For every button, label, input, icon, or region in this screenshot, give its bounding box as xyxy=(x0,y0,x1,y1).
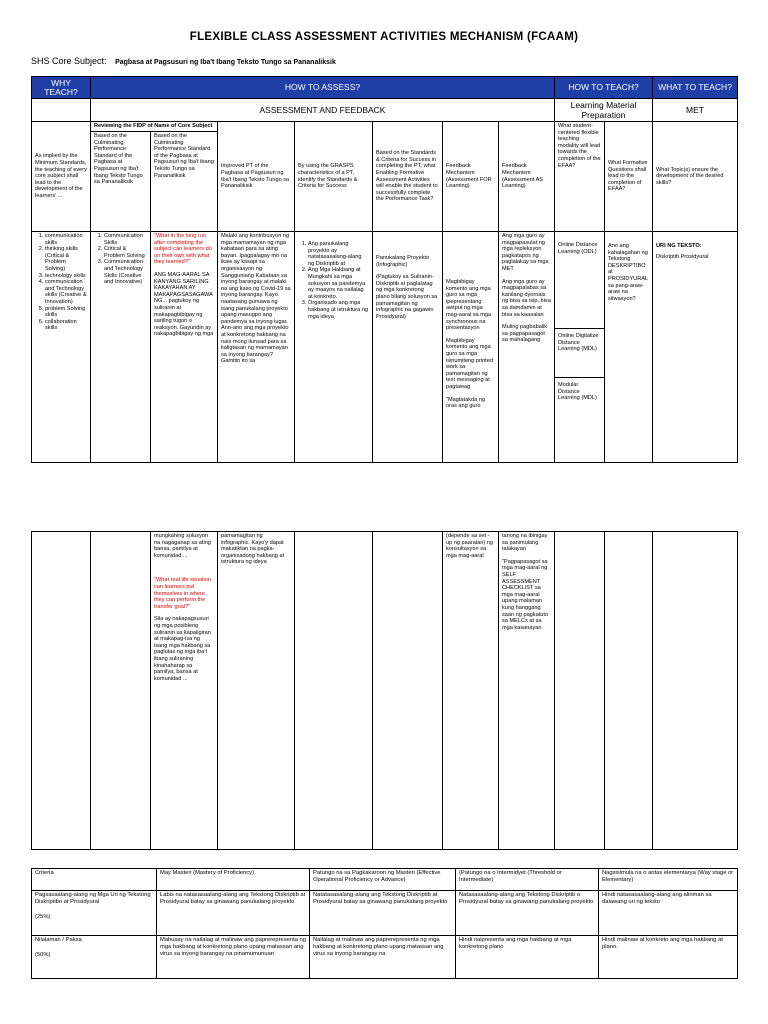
skills-list-cell-2 xyxy=(91,232,151,463)
rubric-cell: Nailalag at malinaw ang paprerepresenta ng mga hakbang at konkretong plano upang matassan ang virus sa inyong barangay na xyxy=(310,936,456,979)
rubric-cell: Labis na natasasaalang-alang ang Tekstong Diskriptib at Prosidyural batay sa ginawang panukalang proyekto xyxy=(157,891,310,936)
document-title: FLEXIBLE CLASS ASSESSMENT ACTIVITIES MECHANISM (FCAAM) xyxy=(189,31,579,43)
rubric-criteria-cell xyxy=(32,936,157,979)
feedback-as-cont-cell xyxy=(499,532,555,850)
subject-label: SHS Core Subject: xyxy=(31,56,107,66)
criteria-cell xyxy=(295,232,373,463)
formative-question: Ano ang kahalagahan ng Tekstong DESKRIPTIBO at PROSIDYURAL sa pang-araw-araw na sitwasyon? xyxy=(608,243,648,302)
transfer-goal-cont-text: mungkahing solusyon na nagaganap sa ating bansa, pamilya at komunidad ... xyxy=(154,533,211,559)
modality-odl: Online Distance Learning (ODL) xyxy=(555,232,604,329)
subject-value: Pagbasa at Pagsusuri ng Iba't Ibang Teksto Tungo sa Pananaliksik xyxy=(115,59,336,66)
rubric-header-criteria: Criteria xyxy=(32,869,157,891)
met-heading: MET xyxy=(653,99,738,122)
list-item: 6. collaboration skills xyxy=(45,319,87,332)
modality-digital: Online Digitalize Distance Learning (MDL) xyxy=(555,329,604,378)
list-item: 2. Ang Mga Hakbang at Mungkahi sa mga solusyon sa pandemya ay maayos na nailalag at konkreto. xyxy=(308,267,369,300)
rubric-cell: Natatasasalang-alang ang Tekstong Diskriptib at Prosidyural batay sa ginawang panukalang proyekto xyxy=(310,891,456,936)
efaa-cell xyxy=(373,232,443,463)
desc-feedback-for: Feedback Mechanism (Assessment FOR Learning) xyxy=(443,122,499,232)
feedback-as-text-2: Ang mga guro ay magpapalabas sa kanilang dyornals ng bisa sa isip, bisa sa damdamin at bisa sa kaasalan xyxy=(502,278,551,318)
rubric-header-advance: Patungo na sa Pagkakaroon ng Masteri (Effective Operational Proficiency or Advance) xyxy=(310,869,456,891)
desc-improved-pt: Improved PT of the Pagbasa at Pagsusuri ng Iba't Ibang Teksto Tungo sa Pananaliksik xyxy=(218,122,295,232)
desc-efaa: Based on the Standards & Criteria for Success in completing the PT, what Enabling Formative Assessment Activities will enable the student to successfully complete the Performance Task? xyxy=(373,122,443,232)
header-how-to-assess: HOW TO ASSESS? xyxy=(91,77,555,99)
feedback-as-cont-2: "Pagpapasagot sa mga mag-aaral ng SELF ASSESSMENT CHECKLIST sa mga mag-aaral upang malaman kung hanggang saan ng pagkatuto sa MELCs at sa mga kasanayan xyxy=(502,558,549,631)
desc-topics: What Topic(s) ensure the development of the desired skills? xyxy=(653,122,738,232)
skills-list-cell xyxy=(32,232,91,463)
rubric-cell: Hindi malinaw at konkreto ang mga hakbang at plano. xyxy=(599,936,738,979)
assessment-feedback-heading: ASSESSMENT AND FEEDBACK xyxy=(91,99,555,122)
empty-cell xyxy=(373,532,443,850)
real-life-text: Sila ay nakapagsusuri ng mga posibleng suliranin sa kapaligiran at makapag-isa ng isang mga hakbang sa paglutas ng mga iba't ibang suliraning kinahaharap sa pamilya, bansa at komunidad ... xyxy=(154,616,211,682)
feedback-for-text-2: Magbibigay komento ang mga guro sa mga isinumiteng printed work sa pamamagitan ng text messaging at pagtawag xyxy=(446,337,493,390)
rubric-header-mastery: May Masteri (Mastery of Proficiency) xyxy=(157,869,310,891)
rubric-header-elementary: Nagsisimula na o antas elementarya (Way stage or Elementary) xyxy=(599,869,738,891)
table-row xyxy=(32,891,738,936)
learning-material-heading: Learning Material Preparation xyxy=(555,99,653,122)
formative-question-cell xyxy=(605,232,653,463)
blank-cell xyxy=(32,99,91,122)
list-item: 4. communication and Technology skills (Creative & Innovation) xyxy=(45,279,87,305)
feedback-as-text-1: Ang mga guro ay magpapasulat ng mga repleksyon pagkatapos ng paglalakay sa mga MET xyxy=(502,233,549,272)
list-item: 2. thinking skills (Critical & Problem Solving) xyxy=(45,246,87,272)
feedback-for-cell xyxy=(443,232,499,463)
empty-cell xyxy=(32,532,91,850)
modality-cell xyxy=(555,232,605,463)
rubric-criteria: Pagsasaalang-alang ng Mga Uri ng Tekstong Diskriptibo at Prosidyural xyxy=(35,892,151,905)
topics-cell xyxy=(653,232,738,463)
modality-mdl: Modular Distance Learning (MDL) xyxy=(558,382,597,402)
rubric-cell: Hindi naipresenta ang mga hakbang at mga konkretong plano xyxy=(456,936,599,979)
rubric-header-intermediate: (Patungo na o Intermidyet (Threshold or Intermediate) xyxy=(456,869,599,891)
desc-grasps: By using the GRASPS characteristics of a PT, identify the Standards & Criteria for Success xyxy=(295,122,373,232)
desc-modality: What student-centered flexible teaching modality will lead towards the completion of the EFAA? xyxy=(555,122,605,232)
rubric-criteria-cell xyxy=(32,891,157,936)
desc-feedback-as: Feedback Mechanism (Assessment AS Learning) xyxy=(499,122,555,232)
header-why-teach: WHY TEACH? xyxy=(32,77,91,99)
rubric-cell: Mahusay na nailalag at malinaw ang paprerepresenta ng mga hakbang at konkretong plano upang matassan ang virus sa inyong barangay na pinamumunuan xyxy=(157,936,310,979)
list-item: 3. Organisado ang mga hakbang at istruktura ng mga ideya xyxy=(308,300,369,320)
transfer-goal-cell xyxy=(151,232,218,463)
rubric-weight: (50%) xyxy=(35,952,51,958)
desc-why: As implied by the Minimum Standards, the teaching of every core subject shall lead to the development of the learners' ... xyxy=(32,122,91,232)
feedback-for-text-3: "Magtatakda ng oras ang guro xyxy=(446,396,485,410)
list-item: 3. technology skills xyxy=(45,273,87,280)
rubric-cell: Natasasaalang-alang ang Tekstong Diskriptib o Prosidyural batay sa ginawang panukalang proyekto xyxy=(456,891,599,936)
desc-culminating-2: Based on the Culminating Performance Standard of the Pagbasa at Pagsusuri ng Iba't ibang Teksto Tungo sa Pananaliksik xyxy=(151,132,218,232)
desc-formative-questions: What Formative Questions shall lead to the completion of EFAA? xyxy=(605,122,653,232)
feedback-for-text-1: Magbibigay komento ang mga guro sa mga ipepresentang awtput ng mga mag-aaral sa mga synchronous na presentasyon xyxy=(446,279,492,332)
empty-cell xyxy=(91,532,151,850)
desc-culminating-1: Based on the Culminating Performance Standard of the Pagbasa at Pagsusuri ng Iba't Ibang Teksto Tungo sa Pananaliksik xyxy=(91,132,151,232)
empty-cell xyxy=(295,532,373,850)
efaa-text: (Pagtukoy sa Suliranin-Diskriptib at paglalatag ng mga konkretong plano bilang solusyon sa pamamagitan ng infographic na gagawin Prosidyural) xyxy=(376,274,438,320)
performance-task-cell: Malaki ang kontribusyon ng mga mamamayan ng mga kabataan para sa ating bayan. Ipagpalagay mo na ikaw ay kasapi sa organisasyon ng Sangguniang Kabataan sa inyong barangay at malaki na ang kaso ng Covid-19 sa inyong barangay. Kayo naatasang gumawa ng isang panukalang proyekto upang masugpo ang pandemya sa inyong lugar. Ano-ano ang mga proyekto at konkretong hakbang na nais mong ilunsad para sa kaligtasan ng mamamayan sa inyong barangay? Gamitin ito sa xyxy=(218,232,295,463)
feedback-as-cell xyxy=(499,232,555,463)
rubric-weight: (25%) xyxy=(35,914,51,920)
fcaam-matrix xyxy=(31,76,738,463)
transfer-goal-cont-cell xyxy=(151,532,218,850)
topic-list: Diskriptib Prosidyural xyxy=(656,253,709,260)
empty-cell xyxy=(605,532,653,850)
table-row xyxy=(32,936,738,979)
list-item: 1. communication skills xyxy=(45,233,87,246)
fcaam-matrix-continued xyxy=(31,531,738,850)
list-item: 2. Critical & Problem Solving xyxy=(104,246,147,259)
list-item: 3. Communication and Technology Skills (Creative and Innovative) xyxy=(104,259,147,285)
feedback-for-cont-cell: (depende sa set -up ng paaralan) ng konsultasyon sa mga mag-aaral xyxy=(443,532,499,850)
rubric-cell: Hindi natasasaalang-alang ang alinman sa dalawang uri ng teksto xyxy=(599,891,738,936)
list-item: 1. Ang panukalang proyekto ay natatasasalang-alang ng Diskriptib at xyxy=(308,241,369,267)
efaa-title: Panukalang Proyekto (Infographic) xyxy=(376,255,430,268)
transfer-question: "What in the long run after completing the subject can learners do on their own with what they learned?" xyxy=(154,233,212,266)
list-item: 1. Communication Skills xyxy=(104,233,147,246)
table-row xyxy=(32,869,738,891)
header-how-to-teach: HOW TO TEACH? xyxy=(555,77,653,99)
header-what-to-teach: WHAT TO TEACH? xyxy=(653,77,738,99)
desc-fidp-review: Reviewing the FIDP of Name of Core Subject xyxy=(91,122,218,132)
feedback-as-cont-1: tanong na ibinigay sa panimulang talakayan xyxy=(502,533,548,553)
topic-title: URI NG TEKSTO: xyxy=(656,243,702,249)
performance-task-cont-cell: pamamagitan ng infographic. Kayo'y dapat makatiktan na pagka-organisadong hakbang at istruktura ng ideya xyxy=(218,532,295,850)
real-life-question: "What real life situation can learners put themselves in where they can perform the transfer goal?" xyxy=(154,577,212,610)
subject-line xyxy=(31,56,336,66)
list-item: 5. problem Solving skills xyxy=(45,306,87,319)
feedback-as-text-3: Muling pagbabalik sa pagpapasagot sa mahalagang xyxy=(502,324,548,344)
rubric-criteria: Nilalaman / Paksa xyxy=(35,937,82,943)
empty-cell xyxy=(555,532,605,850)
rubric-table xyxy=(31,868,738,979)
empty-cell xyxy=(653,532,738,850)
transfer-goal-text: ANG MAG-AARAL SA KANYANG SARILING KAKAYAHAN AY MAKAPAGSASAGAWA NG... pagtukoy ng suliranin at makapagbibigay ng sariling tugon o reaksyon. Gayundin ay nakapagbibigay ng mga xyxy=(154,271,214,338)
